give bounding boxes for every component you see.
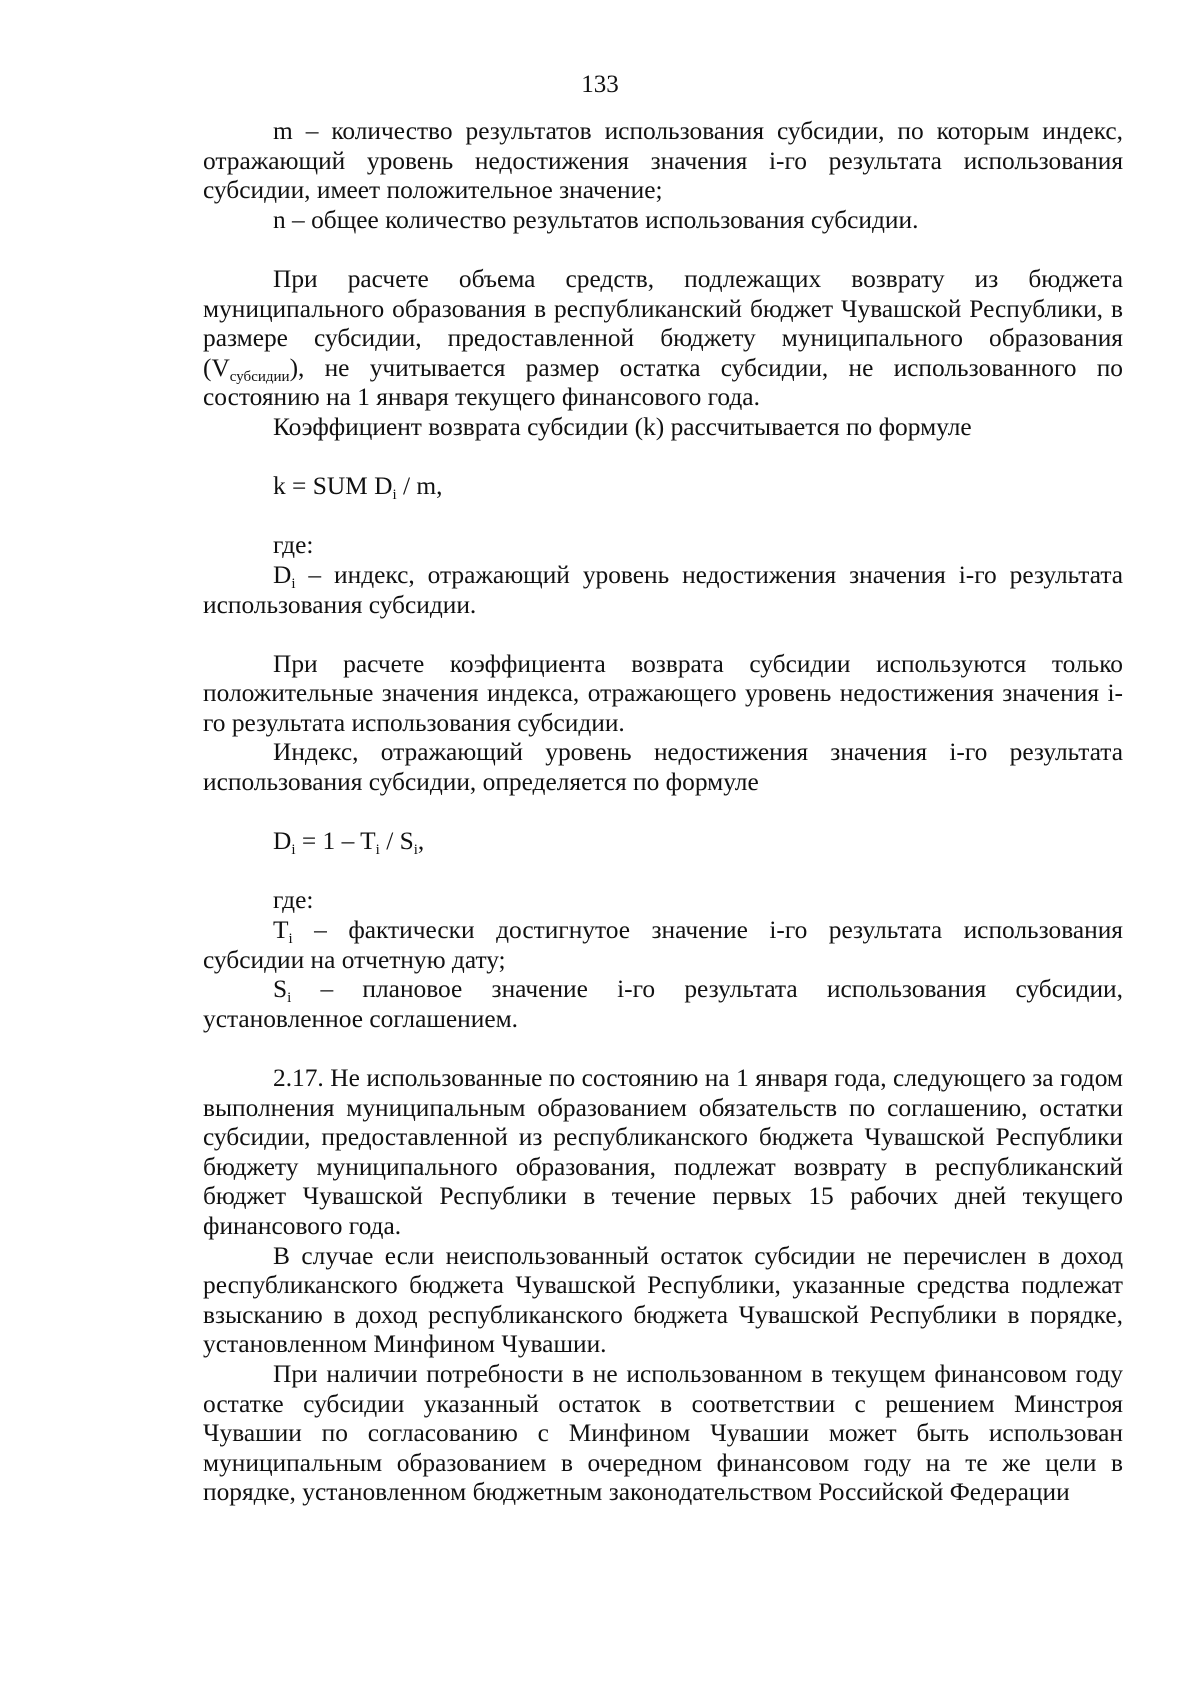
- text: / S: [379, 827, 414, 856]
- spacer: [203, 1034, 1123, 1064]
- document-body: [203, 117, 1123, 1508]
- paragraph-n-definition: n – общее количество результатов использования субсидии.: [273, 205, 919, 234]
- paragraph-ti-definition: [203, 916, 1123, 975]
- paragraph-di-definition: [203, 561, 1123, 620]
- paragraph-index-intro: Индекс, отражающий уровень недостижения значения i-го результата использования субсидии, определяется по формуле: [203, 738, 1123, 797]
- subscript: i: [287, 990, 292, 1007]
- text: T: [273, 916, 289, 945]
- text: – плановое значение i-го результата использования субсидии, установленное соглашением.: [203, 975, 1123, 1033]
- page-number: 133: [581, 71, 619, 98]
- text: D: [273, 560, 292, 589]
- paragraph-refund-calculation: [203, 265, 1123, 413]
- formula-k: [203, 472, 1123, 502]
- paragraph-where: где:: [273, 886, 314, 915]
- spacer: [203, 857, 1123, 887]
- paragraph-positive-only: При расчете коэффициента возврата субсидии используются только положительные значения индекса, отражающего уровень недостижения значения i-го результата использования субсидии.: [203, 649, 1123, 737]
- paragraph-remaining-use: При наличии потребности в не использованном в текущем финансовом году остатке субсидии указанный остаток в соответствии с решением Минстроя Чувашии по согласованию с Минфином Чувашии может быть использован муниципальным образованием в очередном финансовом году на те же цели в порядке, установленном бюджетным законодательством Российской Федерации: [203, 1359, 1123, 1507]
- text: S: [273, 975, 288, 1004]
- subscript: i: [413, 842, 418, 859]
- text: ,: [417, 827, 425, 856]
- text: D: [273, 827, 292, 856]
- subscript: i: [291, 842, 296, 859]
- subscript: i: [288, 931, 293, 948]
- text: = 1 – T: [295, 827, 376, 856]
- paragraph-si-definition: [203, 975, 1123, 1034]
- paragraph-2-17: 2.17. Не использованные по состоянию на 1 января года, следующего за годом выполнения муниципальным образованием обязательств по соглашению, остатки субсидии, предоставленной из республиканского бюджета Чувашской Республики бюджету муниципального образования, подлежат возврату в республиканский бюджет Чувашской Республики в течение первых 15 рабочих дней текущего финансового года.: [203, 1064, 1123, 1240]
- spacer: [203, 502, 1123, 532]
- paragraph-k-intro: Коэффициент возврата субсидии (k) рассчитывается по формуле: [273, 412, 972, 441]
- spacer: [203, 798, 1123, 828]
- spacer: [203, 620, 1123, 650]
- formula-di: [203, 827, 1123, 857]
- subscript: i: [291, 575, 296, 592]
- paragraph-where: где:: [273, 531, 314, 560]
- text: ), не учитывается размер остатка субсидии, не использованного по состоянию на 1 января текущего финансового года.: [203, 353, 1123, 412]
- text: k = SUM D: [273, 472, 393, 501]
- subscript: субсидии: [229, 368, 290, 385]
- subscript: i: [392, 487, 397, 504]
- text: – фактически достигнутое значение i-го результата использования субсидии на отчетную дату;: [203, 916, 1123, 974]
- paragraph-recovery: В случае если неиспользованный остаток субсидии не перечислен в доход республиканского бюджета Чувашской Республики, указанные средства подлежат взысканию в доход республиканского бюджета Чувашской Республики в порядке, установленном Минфином Чувашии.: [203, 1241, 1123, 1359]
- spacer: [203, 235, 1123, 265]
- text: При расчете объема средств, подлежащих возврату из бюджета муниципального образования в республиканский бюджет Чувашской Республики, в размере субсидии, предоставленной бюджету муниципального образования (V: [203, 264, 1123, 382]
- spacer: [203, 443, 1123, 473]
- subscript: i: [375, 842, 380, 859]
- text: / m,: [396, 472, 443, 501]
- paragraph-m-definition: m – количество результатов использования субсидии, по которым индекс, отражающий уровень недостижения значения i-го результата использования субсидии, имеет положительное значение;: [203, 117, 1123, 205]
- text: – индекс, отражающий уровень недостижения значения i-го результата использования субсидии.: [203, 560, 1123, 619]
